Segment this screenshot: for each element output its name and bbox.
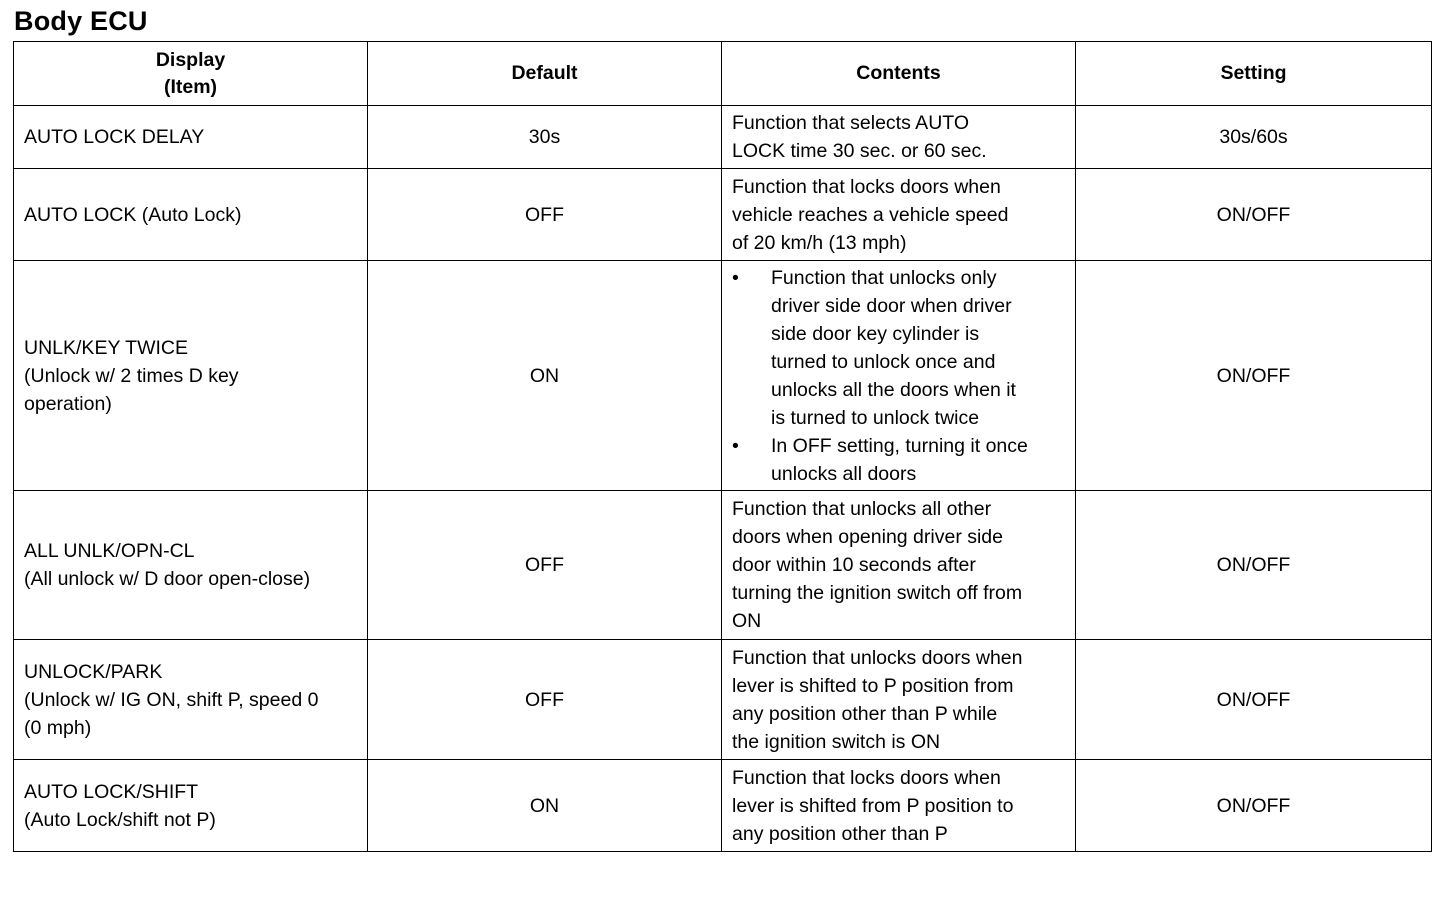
bullet-text: Function that unlocks only driver side door when driver side door key cylinder is turned to unlock once and unlocks all the doors when it is turned to unlock twice	[771, 266, 1016, 429]
cell-contents	[722, 261, 1076, 491]
bullet-text: In OFF setting, turning it once unlocks all doors	[771, 434, 1028, 485]
cell-default: 30s	[368, 106, 722, 169]
cell-display: AUTO LOCK DELAY	[14, 106, 368, 169]
cell-display: ALL UNLK/OPN-CL (All unlock w/ D door open-close)	[14, 491, 368, 640]
cell-setting: ON/OFF	[1076, 491, 1432, 640]
cell-setting: ON/OFF	[1076, 640, 1432, 760]
column-header-default: Default	[368, 42, 722, 106]
cell-contents: Function that locks doors when vehicle reaches a vehicle speed of 20 km/h (13 mph)	[722, 169, 1076, 261]
contents-bullet-list	[732, 264, 1065, 488]
bullet-icon: •	[732, 434, 739, 457]
table-row	[14, 491, 1432, 640]
cell-contents: Function that locks doors when lever is shifted from P position to any position other than P	[722, 760, 1076, 852]
table-row	[14, 640, 1432, 760]
cell-default: OFF	[368, 640, 722, 760]
body-ecu-table	[13, 41, 1432, 852]
cell-contents: Function that unlocks doors when lever is shifted to P position from any position other than P while the ignition switch is ON	[722, 640, 1076, 760]
column-header-contents: Contents	[722, 42, 1076, 106]
column-header-setting: Setting	[1076, 42, 1432, 106]
cell-display: UNLOCK/PARK (Unlock w/ IG ON, shift P, speed 0 (0 mph)	[14, 640, 368, 760]
page-title: Body ECU	[14, 6, 148, 36]
table-header-row	[14, 42, 1432, 106]
bullet-item	[732, 264, 1065, 432]
cell-default: OFF	[368, 491, 722, 640]
cell-display: UNLK/KEY TWICE (Unlock w/ 2 times D key operation)	[14, 261, 368, 491]
bullet-item	[732, 432, 1065, 488]
table-row	[14, 169, 1432, 261]
bullet-icon: •	[732, 266, 739, 289]
cell-setting: ON/OFF	[1076, 169, 1432, 261]
cell-setting: ON/OFF	[1076, 261, 1432, 491]
column-header-display: Display (Item)	[14, 42, 368, 106]
cell-default: OFF	[368, 169, 722, 261]
table-row	[14, 106, 1432, 169]
cell-display: AUTO LOCK/SHIFT (Auto Lock/shift not P)	[14, 760, 368, 852]
cell-setting: ON/OFF	[1076, 760, 1432, 852]
cell-default: ON	[368, 261, 722, 491]
cell-default: ON	[368, 760, 722, 852]
cell-setting: 30s/60s	[1076, 106, 1432, 169]
cell-contents: Function that selects AUTO LOCK time 30 sec. or 60 sec.	[722, 106, 1076, 169]
cell-contents: Function that unlocks all other doors when opening driver side door within 10 seconds after turning the ignition switch off from ON	[722, 491, 1076, 640]
table-row	[14, 261, 1432, 491]
table-row	[14, 760, 1432, 852]
cell-display: AUTO LOCK (Auto Lock)	[14, 169, 368, 261]
